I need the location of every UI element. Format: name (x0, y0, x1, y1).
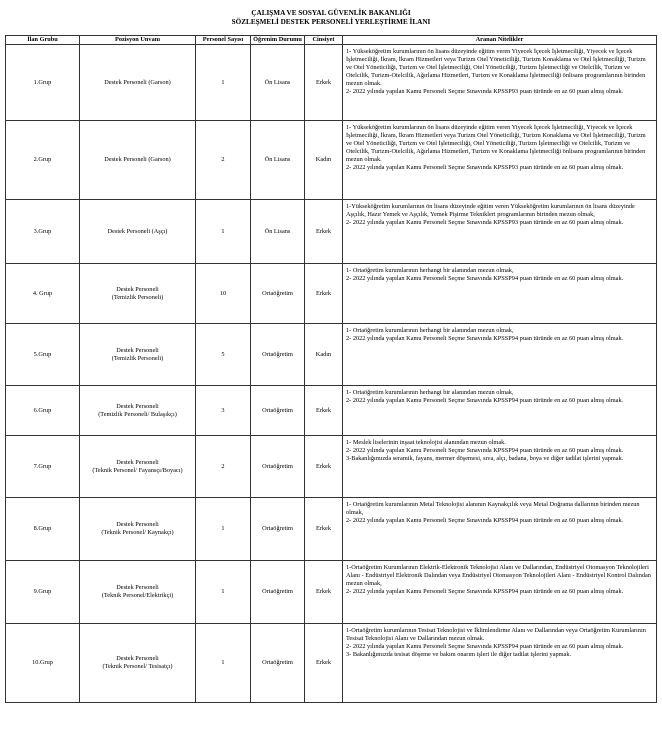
position-line: Destek Personeli (Garson) (104, 78, 171, 86)
gender-cell: Erkek (305, 264, 343, 324)
position-line: (Teknik Personel/Elektrikçi) (101, 592, 174, 599)
count-cell: 1 (196, 561, 251, 624)
gender-cell: Kadın (305, 121, 343, 200)
requirement-item: 1- Ortaöğretim kurumlarının herhangi bir alanından mezun olmak, (346, 327, 514, 334)
column-header-requirements: Aranan Nitelikler (343, 36, 657, 45)
position-line: Destek Personeli (116, 655, 159, 663)
requirements-cell (343, 121, 657, 200)
count-cell: 1 (196, 45, 251, 121)
group-cell: 2.Grup (6, 121, 80, 200)
position-cell (80, 264, 196, 324)
gender-cell: Erkek (305, 561, 343, 624)
requirement-item: 1- Ortaöğretim kurumlarının herhangi bir alanından mezun olmak, (346, 267, 514, 274)
education-cell: Ön Lisans (251, 200, 305, 264)
requirements-cell (343, 45, 657, 121)
requirement-item: 1- Meslek liselerinin inşaat teknolojisi alanından mezun olmak. (346, 439, 506, 446)
requirement-item: 2- 2022 yılında yapılan Kamu Personeli Seçme Sınavında KPSSP94 puan türünde en az 60 puan almış olmak. (346, 396, 624, 404)
gender-cell: Erkek (305, 436, 343, 498)
group-cell: 5.Grup (6, 324, 80, 386)
table-row (6, 561, 657, 624)
requirements-cell (343, 436, 657, 498)
position-line: (Teknik Personel/ Fayansçı/Boyacı) (92, 466, 183, 474)
requirement-item: 1- Yükseköğretim kurumlarının ön lisans düzeyinde eğitim veren Yiyecek İçecek İşletmeciliği, Yiyecek ve İçecek İşletmeciliği, İkram, İkram Hizmetleri veya Turizm Otel Yöneticiliği, Turizm Konaklama ve Otel İşletmeciliği, Turizm ve Otel Yöneticiliği, Turizm ve Otel İşletmeciliği, Otel Yöneticiliği, Turizm İşletmeciliği ve Otelcilik, Turizm ve Otelcilik, Turizm-Otelcilik, Ağırlama Hizmetleri, Turizm ve Konaklama İşletmeciliği önlisans programlarının birinden mezun olmak. (346, 48, 646, 87)
table-row (6, 121, 657, 200)
table-row (6, 324, 657, 386)
requirement-item: 2- 2022 yılında yapılan Kamu Personeli Seçme Sınavında KPSSP94 puan türünde en az 60 puan almış olmak. (346, 274, 624, 282)
position-line: Destek Personeli (116, 584, 159, 592)
gender-cell: Erkek (305, 200, 343, 264)
position-cell (80, 561, 196, 624)
position-line: Destek Personeli (116, 521, 159, 529)
position-cell (80, 200, 196, 264)
count-cell: 3 (196, 386, 251, 436)
education-cell: Ortaöğretim (251, 386, 305, 436)
group-cell: 6.Grup (6, 386, 80, 436)
education-cell: Ortaöğretim (251, 624, 305, 703)
requirement-item: 1-Ortaöğretim Kurumlarının Elektrik-Elektronik Teknolojisi Alanı ve Dallarından, Endüstriyel Otomasyon Teknolojileri Alanı - Endüstriyel Elektronik Dalından veya Endüstriyel Otomasyon Teknolojileri Alanı - Endüstriyel Kontrol Dalından mezun olmak, (346, 564, 651, 587)
count-cell: 1 (196, 624, 251, 703)
requirements-cell (343, 200, 657, 264)
requirements-cell (343, 264, 657, 324)
position-cell (80, 324, 196, 386)
position-line: Destek Personeli (Garson) (104, 156, 171, 164)
position-line: (Temizlik Personeli/ Bulaşıkçı) (98, 410, 177, 418)
requirement-item: 2- 2022 yılında yapılan Kamu Personeli Seçme Sınavında KPSSP93 puan türünde en az 60 puan almış olmak. (346, 163, 624, 171)
table-row (6, 45, 657, 121)
position-cell (80, 436, 196, 498)
position-line: (Temizlik Personeli) (111, 354, 164, 362)
column-header-position: Pozisyon Unvanı (80, 36, 196, 45)
positions-table (5, 35, 657, 703)
table-row (6, 498, 657, 561)
education-cell: Ön Lisans (251, 121, 305, 200)
position-cell (80, 498, 196, 561)
requirements-cell (343, 498, 657, 561)
column-header-gender: Cinsiyet (305, 36, 343, 45)
requirement-item: 2- 2022 yılında yapılan Kamu Personeli Seçme Sınavında KPSSP93 puan türünde en az 60 puan almış olmak. (346, 218, 624, 226)
requirement-item: 2- 2022 yılında yapılan Kamu Personeli Seçme Sınavında KPSSP94 puan türünde en az 60 puan almış olmak. (346, 516, 624, 524)
requirements-cell (343, 386, 657, 436)
table-header-row (6, 36, 657, 45)
requirement-item: 1- Ortaöğretim kurumlarının Metal Teknolojisi alanının Kaynakçılık veya Metal Doğrama dallarının birinden mezun olmak, (346, 501, 640, 516)
table-body (6, 45, 657, 703)
requirement-item: 1- Ortaöğretim kurumlarının herhangi bir alanından mezun olmak, (346, 389, 514, 396)
group-cell: 9.Grup (6, 561, 80, 624)
group-cell: 8.Grup (6, 498, 80, 561)
position-line: (Temizlik Personeli) (111, 293, 164, 301)
gender-cell: Erkek (305, 45, 343, 121)
column-header-group: İlan Grubu (6, 36, 80, 45)
table-row (6, 436, 657, 498)
education-cell: Ortaöğretim (251, 561, 305, 624)
gender-cell: Erkek (305, 386, 343, 436)
count-cell: 10 (196, 264, 251, 324)
group-cell: 10.Grup (6, 624, 80, 703)
requirement-item: 1-Ortaöğretim kurumlarının Tesisat Teknolojisi ve İklimlendirme Alanı ve Dallarından veya Ortaöğretim Kurumlarının Tesisat Teknolojisi Alanı ve Dallarından mezun olmak. (346, 627, 646, 642)
requirement-item: 2- 2022 yılında yapılan Kamu Personeli Seçme Sınavında KPSSP93 puan türünde en az 60 puan almış olmak. (346, 87, 624, 95)
education-cell: Ortaöğretim (251, 498, 305, 561)
education-cell: Ön Lisans (251, 45, 305, 121)
position-line: Destek Personeli (116, 458, 159, 466)
gender-cell: Kadın (305, 324, 343, 386)
column-header-count: Personel Sayısı (196, 36, 251, 45)
document-title: ÇALIŞMA VE SOSYAL GÜVENLİK BAKANLIĞI (251, 9, 411, 17)
position-cell (80, 386, 196, 436)
position-cell (80, 121, 196, 200)
document-subtitle: SÖZLEŞMELİ DESTEK PERSONELİ YERLEŞTİRME İLANI (231, 18, 431, 26)
requirement-item: 3-Bakanlığımızda seramik, fayans, mermer döşemesi, sıva, alçı, badana, boya ve diğer tadilat işlerini yapmak. (346, 454, 624, 462)
education-cell: Ortaöğretim (251, 264, 305, 324)
table-row (6, 200, 657, 264)
count-cell: 2 (196, 121, 251, 200)
position-cell (80, 624, 196, 703)
group-cell: 4. Grup (6, 264, 80, 324)
education-cell: Ortaöğretim (251, 324, 305, 386)
group-cell: 7.Grup (6, 436, 80, 498)
requirement-item: 2- 2022 yılında yapılan Kamu Personeli Seçme Sınavında KPSSP94 puan türünde en az 60 puan almış olmak. (346, 587, 624, 595)
requirement-item: 1- Yükseköğretim kurumlarının ön lisans düzeyinde eğitim veren Yiyecek İçecek İşletmeciliği, Yiyecek ve İçecek İşletmeciliği, İkram, İkram Hizmetleri veya Turizm Otel Yöneticiliği, Turizm Konaklama ve Otel İşletmeciliği, Turizm ve Otel Yöneticiliği, Turizm ve Otel İşletmeciliği, Otel Yöneticiliği, Turizm İşletmeciliği ve Otelcilik, Turizm ve Otelcilik, Turizm-Otelcilik, Ağırlama Hizmetleri, Turizm ve Konaklama İşletmeciliği önlisans programlarının birinden mezun olmak. (346, 124, 646, 163)
requirements-cell (343, 324, 657, 386)
group-cell: 1.Grup (6, 45, 80, 121)
position-line: Destek Personeli (116, 346, 159, 354)
requirement-item: 2- 2022 yılında yapılan Kamu Personeli Seçme Sınavında KPSSP94 puan türünde en az 60 puan almış olmak. (346, 334, 624, 342)
education-cell: Ortaöğretim (251, 436, 305, 498)
count-cell: 1 (196, 200, 251, 264)
requirement-item: 2- 2022 yılında yapılan Kamu Personeli Seçme Sınavında KPSSP94 puan türünde en az 60 puan almış olmak. (346, 642, 624, 650)
count-cell: 2 (196, 436, 251, 498)
table-row (6, 264, 657, 324)
gender-cell: Erkek (305, 498, 343, 561)
count-cell: 5 (196, 324, 251, 386)
requirement-item: 2- 2022 yılında yapılan Kamu Personeli Seçme Sınavında KPSSP94 puan türünde en az 60 puan almış olmak. (346, 446, 624, 454)
position-cell (80, 45, 196, 121)
position-line: Destek Personeli (Aşçı) (107, 227, 168, 235)
requirement-item: 3- Bakanlığımızda tesisat döşeme ve bakım onarım işleri ile diğer tadilat işlerini yapmak. (346, 650, 572, 658)
requirements-cell (343, 624, 657, 703)
position-line: (Teknik Personel/ Kaynakçı) (101, 529, 174, 536)
table-row (6, 386, 657, 436)
count-cell: 1 (196, 498, 251, 561)
gender-cell: Erkek (305, 624, 343, 703)
column-header-education: Öğrenim Durumu (251, 36, 305, 45)
position-line: Destek Personeli (116, 402, 159, 410)
requirement-item: 1-Yükseköğretim kurumlarının ön lisans düzeyinde eğitim veren Yükseköğretim kurumlarının ön lisans düzeyinde Aşçılık, Hazır Yemek ve Aşçılık, Yemek Pişirme Teknikleri programlarının birinden mezun olmak, (346, 203, 635, 218)
table-row (6, 624, 657, 703)
group-cell: 3.Grup (6, 200, 80, 264)
position-line: Destek Personeli (116, 285, 159, 293)
requirements-cell (343, 561, 657, 624)
position-line: (Teknik Personel/ Tesisatçı) (102, 663, 173, 670)
